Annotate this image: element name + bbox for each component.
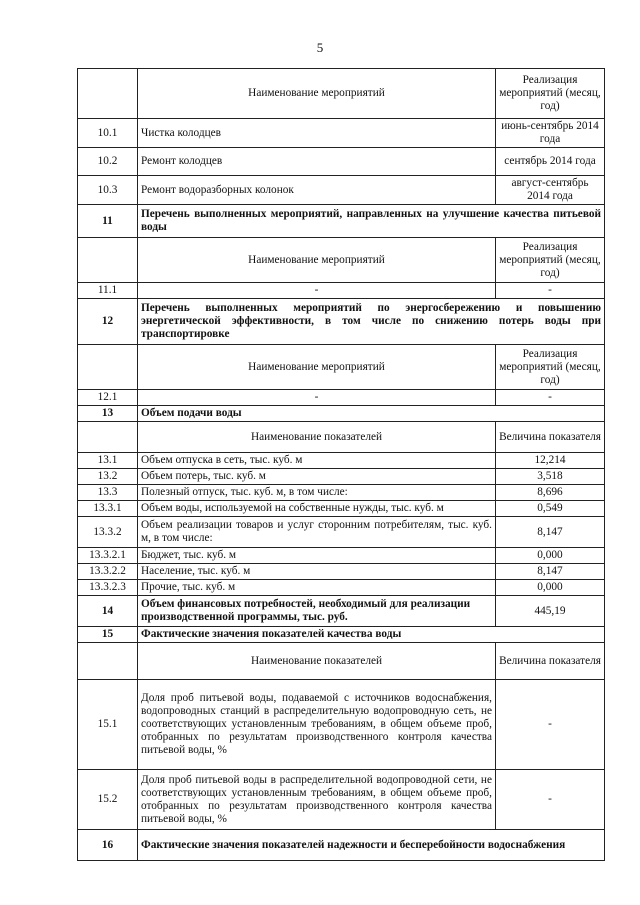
row-text: Ремонт водоразборных колонок: [138, 176, 496, 205]
row-value: сентябрь 2014 года: [496, 148, 605, 176]
row-value: -: [496, 283, 605, 299]
table-row: [78, 390, 605, 406]
row-number: 11.1: [78, 283, 138, 299]
section-row: [78, 406, 605, 422]
row-value: август-сентябрь 2014 года: [496, 176, 605, 205]
row-number: 10.3: [78, 176, 138, 205]
table-row: [78, 469, 605, 485]
header-name-cell: Наименование мероприятий: [138, 238, 496, 283]
row-text: Бюджет, тыс. куб. м: [138, 548, 496, 564]
row-number: 10.1: [78, 119, 138, 148]
header-row: [78, 643, 605, 680]
row-text: Население, тыс. куб. м: [138, 564, 496, 580]
row-value: 8,147: [496, 517, 605, 548]
row-text: Объем реализации товаров и услуг сторонним потребителям, тыс. куб. м, в том числе:: [138, 517, 496, 548]
table-row: [78, 564, 605, 580]
header-row: [78, 345, 605, 390]
section-number: 16: [78, 830, 138, 861]
row-value: 8,147: [496, 564, 605, 580]
section-number: 12: [78, 299, 138, 345]
table-row: [78, 680, 605, 770]
section-number: 15: [78, 627, 138, 643]
section-row: [78, 299, 605, 345]
table-row: [78, 501, 605, 517]
table-row: [78, 453, 605, 469]
row-value: июнь-сентябрь 2014 года: [496, 119, 605, 148]
row-value: 0,000: [496, 548, 605, 564]
row-text: Ремонт колодцев: [138, 148, 496, 176]
header-name-cell: Наименование показателей: [138, 643, 496, 680]
row-value: 8,696: [496, 485, 605, 501]
row-number: 13.3.2: [78, 517, 138, 548]
header-value-cell: Реализация мероприятий (месяц, год): [496, 345, 605, 390]
header-value-cell: Реализация мероприятий (месяц, год): [496, 69, 605, 119]
header-num-cell: [78, 345, 138, 390]
row-text: Доля проб питьевой воды в распределительной водопроводной сети, не соответствующих установленным требованиям, в общем объеме проб, отобранных по результатам производственного контроля качества питьевой воды, %: [138, 770, 496, 830]
section-title: Объем подачи воды: [138, 406, 605, 422]
section-number: 14: [78, 596, 138, 627]
header-value-cell: Величина показателя: [496, 643, 605, 680]
header-row: [78, 238, 605, 283]
section-title: Перечень выполненных мероприятий по энергосбережению и повышению энергетической эффективности, в том числе по снижению потерь воды при транспортировке: [138, 299, 605, 345]
row-number: 15.1: [78, 680, 138, 770]
header-value-cell: Величина показателя: [496, 422, 605, 453]
header-num-cell: [78, 238, 138, 283]
row-text: -: [138, 283, 496, 299]
row-value: 0,549: [496, 501, 605, 517]
header-value-cell: Реализация мероприятий (месяц, год): [496, 238, 605, 283]
table-row: [78, 485, 605, 501]
section-row: [78, 205, 605, 238]
table-row: [78, 176, 605, 205]
row-text: -: [138, 390, 496, 406]
section-title: Фактические значения показателей надежности и бесперебойности водоснабжения: [138, 830, 605, 861]
row-value: 12,214: [496, 453, 605, 469]
table-row: [78, 148, 605, 176]
row-value: 3,518: [496, 469, 605, 485]
header-name-cell: Наименование показателей: [138, 422, 496, 453]
page-number: 5: [316, 40, 324, 55]
row-text: Прочие, тыс. куб. м: [138, 580, 496, 596]
section-row: [78, 830, 605, 861]
header-row: [78, 69, 605, 119]
section-title: Перечень выполненных мероприятий, направленных на улучшение качества питьевой воды: [138, 205, 605, 238]
section-number: 11: [78, 205, 138, 238]
table-row: [78, 119, 605, 148]
section-row: [78, 596, 605, 627]
section-title: Фактические значения показателей качества воды: [138, 627, 605, 643]
row-number: 13.3.2.3: [78, 580, 138, 596]
row-number: 13.1: [78, 453, 138, 469]
header-name-cell: Наименование мероприятий: [138, 345, 496, 390]
row-text: Объем отпуска в сеть, тыс. куб. м: [138, 453, 496, 469]
row-number: 13.3.2.2: [78, 564, 138, 580]
row-text: Объем воды, используемой на собственные нужды, тыс. куб. м: [138, 501, 496, 517]
row-number: 13.3.2.1: [78, 548, 138, 564]
header-num-cell: [78, 643, 138, 680]
row-value: -: [496, 680, 605, 770]
table-row: [78, 517, 605, 548]
row-number: 13.2: [78, 469, 138, 485]
table-row: [78, 580, 605, 596]
row-text: Полезный отпуск, тыс. куб. м, в том числе:: [138, 485, 496, 501]
row-number: 13.3: [78, 485, 138, 501]
row-number: 12.1: [78, 390, 138, 406]
row-text: Объем потерь, тыс. куб. м: [138, 469, 496, 485]
header-num-cell: [78, 422, 138, 453]
section-row: [78, 627, 605, 643]
section-value: 445,19: [496, 596, 605, 627]
table-row: [78, 283, 605, 299]
header-name-cell: Наименование мероприятий: [138, 69, 496, 119]
header-num-cell: [78, 69, 138, 119]
row-number: 15.2: [78, 770, 138, 830]
header-row: [78, 422, 605, 453]
row-value: 0,000: [496, 580, 605, 596]
row-value: -: [496, 770, 605, 830]
row-text: Чистка колодцев: [138, 119, 496, 148]
row-number: 13.3.1: [78, 501, 138, 517]
row-value: -: [496, 390, 605, 406]
table-row: [78, 770, 605, 830]
table-row: [78, 548, 605, 564]
program-table: [77, 68, 605, 861]
row-number: 10.2: [78, 148, 138, 176]
row-text: Доля проб питьевой воды, подаваемой с источников водоснабжения, водопроводных станций в распределительную водопроводную сеть, не соответствующих установленным требованиям, в общем объеме проб, отобранных по результатам производственного контроля качества питьевой воды, %: [138, 680, 496, 770]
section-title: Объем финансовых потребностей, необходимый для реализации производственной программы, тыс. руб.: [138, 596, 496, 627]
section-number: 13: [78, 406, 138, 422]
